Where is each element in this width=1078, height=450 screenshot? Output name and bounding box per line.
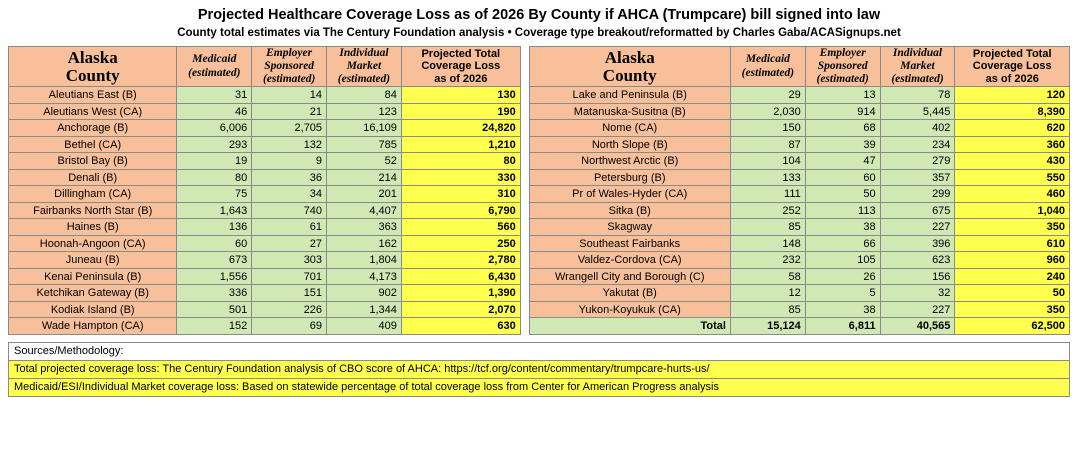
cell-individual: 16,109 <box>327 120 402 137</box>
cell-medicaid: 136 <box>177 219 252 236</box>
cell-individual: 32 <box>880 285 955 302</box>
cell-individual: 363 <box>327 219 402 236</box>
cell-total: 630 <box>401 318 520 335</box>
column-spacer <box>520 153 529 170</box>
cell-total: 460 <box>955 186 1070 203</box>
cell-individual: 357 <box>880 169 955 186</box>
cell-medicaid: 58 <box>730 268 805 285</box>
cell-county: Aleutians East (B) <box>9 87 177 104</box>
table-row <box>9 186 1070 203</box>
cell-esi: 9 <box>252 153 327 170</box>
cell-individual: 162 <box>327 235 402 252</box>
cell-esi: 914 <box>805 103 880 120</box>
cell-total: 430 <box>955 153 1070 170</box>
cell-individual: 52 <box>327 153 402 170</box>
cell-medicaid: 293 <box>177 136 252 153</box>
cell-individual: 201 <box>327 186 402 203</box>
header-total-right-line3: as of 2026 <box>985 72 1039 85</box>
cell-county: Southeast Fairbanks <box>529 235 730 252</box>
header-esi-right-line2: Sponsored <box>817 60 868 72</box>
cell-county: North Slope (B) <box>529 136 730 153</box>
column-spacer <box>520 87 529 104</box>
table-row <box>9 87 1070 104</box>
cell-individual: 5,445 <box>880 103 955 120</box>
cell-individual: 902 <box>327 285 402 302</box>
page-subtitle: County total estimates via The Century Foundation analysis • Coverage type breakout/reformatted by Charles Gaba/ACASignups.net <box>177 26 901 39</box>
cell-county: Wrangell City and Borough (C) <box>529 268 730 285</box>
cell-individual: 234 <box>880 136 955 153</box>
cell-individual: 123 <box>327 103 402 120</box>
cell-esi: 226 <box>252 301 327 318</box>
column-spacer <box>520 318 529 335</box>
column-spacer <box>520 169 529 186</box>
cell-medicaid: 152 <box>177 318 252 335</box>
header-total-left-line2: Coverage Loss <box>421 60 501 73</box>
header-medicaid-right-line2: (estimated) <box>741 66 795 79</box>
header-esi-left-line1: Employer <box>266 46 313 59</box>
table-row <box>9 235 1070 252</box>
header-total-right-line1: Projected Total <box>972 47 1052 60</box>
cell-individual: 40,565 <box>880 318 955 335</box>
cell-total: 550 <box>955 169 1070 186</box>
cell-individual: 214 <box>327 169 402 186</box>
header-county-right-line1: Alaska <box>604 47 655 67</box>
cell-medicaid: 150 <box>730 120 805 137</box>
cell-esi: 5 <box>805 285 880 302</box>
cell-esi: 132 <box>252 136 327 153</box>
table-row <box>9 202 1070 219</box>
cell-esi: 151 <box>252 285 327 302</box>
cell-esi: 34 <box>252 186 327 203</box>
cell-total: 560 <box>401 219 520 236</box>
cell-total: 1,390 <box>401 285 520 302</box>
column-spacer <box>520 103 529 120</box>
coverage-loss-table <box>8 46 1070 335</box>
cell-esi: 38 <box>805 301 880 318</box>
cell-medicaid: 1,643 <box>177 202 252 219</box>
note-row <box>9 342 1070 360</box>
column-spacer <box>520 120 529 137</box>
table-row <box>9 268 1070 285</box>
cell-individual: 227 <box>880 301 955 318</box>
cell-individual: 84 <box>327 87 402 104</box>
cell-medicaid: 31 <box>177 87 252 104</box>
column-spacer <box>520 46 529 87</box>
header-esi-left-line3: (estimated) <box>262 73 316 86</box>
cell-medicaid: 15,124 <box>730 318 805 335</box>
cell-medicaid: 104 <box>730 153 805 170</box>
cell-medicaid: 501 <box>177 301 252 318</box>
cell-esi: 2,705 <box>252 120 327 137</box>
header-total-left <box>401 46 520 87</box>
header-individual-left <box>327 46 402 87</box>
header-esi-right-line3: (estimated) <box>816 73 869 86</box>
table-row <box>9 153 1070 170</box>
cell-county: Bethel (CA) <box>9 136 177 153</box>
column-spacer <box>520 301 529 318</box>
header-county-left <box>9 46 177 87</box>
cell-individual: 396 <box>880 235 955 252</box>
cell-individual: 402 <box>880 120 955 137</box>
cell-county: Kodiak Island (B) <box>9 301 177 318</box>
column-spacer <box>520 252 529 269</box>
column-spacer <box>520 268 529 285</box>
cell-medicaid: 232 <box>730 252 805 269</box>
header-county-right-line2: County <box>602 65 657 85</box>
cell-county: Northwest Arctic (B) <box>529 153 730 170</box>
cell-esi: 47 <box>805 153 880 170</box>
cell-total: 2,070 <box>401 301 520 318</box>
cell-total: 1,210 <box>401 136 520 153</box>
cell-esi: 68 <box>805 120 880 137</box>
cell-total: 6,790 <box>401 202 520 219</box>
header-individual-right-line2: Market <box>900 60 935 72</box>
header-total-right-line2: Coverage Loss <box>972 60 1052 73</box>
note-row <box>9 378 1070 396</box>
cell-county: Matanuska-Susitna (B) <box>529 103 730 120</box>
cell-county: Ketchikan Gateway (B) <box>9 285 177 302</box>
table-header-row <box>9 46 1070 87</box>
cell-county: Wade Hampton (CA) <box>9 318 177 335</box>
table-row <box>9 103 1070 120</box>
header-esi-right <box>805 46 880 87</box>
column-spacer <box>520 285 529 302</box>
cell-county: Pr of Wales-Hyder (CA) <box>529 186 730 203</box>
table-row <box>9 219 1070 236</box>
table-row <box>9 285 1070 302</box>
cell-individual: 785 <box>327 136 402 153</box>
table-row <box>9 318 1070 335</box>
cell-medicaid: 6,006 <box>177 120 252 137</box>
header-total-left-line3: as of 2026 <box>434 72 488 85</box>
cell-medicaid: 336 <box>177 285 252 302</box>
cell-esi: 66 <box>805 235 880 252</box>
cell-esi: 50 <box>805 186 880 203</box>
header-individual-left-line2: Market <box>346 60 382 72</box>
column-spacer <box>520 219 529 236</box>
cell-medicaid: 19 <box>177 153 252 170</box>
notes-table <box>8 342 1070 397</box>
cell-esi: 60 <box>805 169 880 186</box>
header-esi-left <box>252 46 327 87</box>
cell-individual: 78 <box>880 87 955 104</box>
cell-medicaid: 85 <box>730 219 805 236</box>
cell-total: 350 <box>955 301 1070 318</box>
header-individual-left-line1: Individual <box>339 46 389 59</box>
header-esi-right-line1: Employer <box>819 46 866 59</box>
column-spacer <box>520 235 529 252</box>
cell-individual: 1,344 <box>327 301 402 318</box>
header-county-left-line2: County <box>65 65 120 85</box>
cell-individual: 156 <box>880 268 955 285</box>
cell-county: Skagway <box>529 219 730 236</box>
cell-county: Kenai Peninsula (B) <box>9 268 177 285</box>
cell-esi: 21 <box>252 103 327 120</box>
page-title: Projected Healthcare Coverage Loss as of 2026 By County if AHCA (Trumpcare) bill signed into law <box>197 7 881 23</box>
header-individual-right <box>880 46 955 87</box>
cell-county: Lake and Peninsula (B) <box>529 87 730 104</box>
cell-county: Dillingham (CA) <box>9 186 177 203</box>
cell-medicaid: 46 <box>177 103 252 120</box>
header-individual-left-line3: (estimated) <box>337 73 391 86</box>
cell-esi: 303 <box>252 252 327 269</box>
cell-esi: 27 <box>252 235 327 252</box>
note-text: Sources/Methodology: <box>9 342 1070 360</box>
cell-county: Sitka (B) <box>529 202 730 219</box>
table-row <box>9 169 1070 186</box>
cell-total: 62,500 <box>955 318 1070 335</box>
cell-total: 250 <box>401 235 520 252</box>
note-text: Total projected coverage loss: The Century Foundation analysis of CBO score of AHCA: https://tcf.org/content/commentary/trumpcare-hurts-us/ <box>9 360 1070 378</box>
cell-individual: 4,173 <box>327 268 402 285</box>
cell-esi: 26 <box>805 268 880 285</box>
cell-county: Hoonah-Angoon (CA) <box>9 235 177 252</box>
cell-total: 50 <box>955 285 1070 302</box>
cell-county: Petersburg (B) <box>529 169 730 186</box>
cell-esi: 36 <box>252 169 327 186</box>
cell-medicaid: 80 <box>177 169 252 186</box>
cell-medicaid: 252 <box>730 202 805 219</box>
cell-total: 80 <box>401 153 520 170</box>
header-individual-right-line1: Individual <box>892 46 943 59</box>
cell-total: 120 <box>955 87 1070 104</box>
cell-esi: 14 <box>252 87 327 104</box>
table-body <box>9 87 1070 335</box>
cell-medicaid: 29 <box>730 87 805 104</box>
cell-esi: 113 <box>805 202 880 219</box>
cell-county: Fairbanks North Star (B) <box>9 202 177 219</box>
table-row <box>9 120 1070 137</box>
header-medicaid-right <box>730 46 805 87</box>
cell-county: Valdez-Cordova (CA) <box>529 252 730 269</box>
table-row <box>9 252 1070 269</box>
cell-individual: 299 <box>880 186 955 203</box>
cell-esi: 39 <box>805 136 880 153</box>
cell-medicaid: 60 <box>177 235 252 252</box>
cell-county: Anchorage (B) <box>9 120 177 137</box>
header-total-right <box>955 46 1070 87</box>
cell-county: Haines (B) <box>9 219 177 236</box>
cell-total: 1,040 <box>955 202 1070 219</box>
cell-individual: 409 <box>327 318 402 335</box>
cell-esi: 69 <box>252 318 327 335</box>
column-spacer <box>520 136 529 153</box>
cell-individual: 279 <box>880 153 955 170</box>
cell-medicaid: 75 <box>177 186 252 203</box>
header-esi-left-line2: Sponsored <box>264 60 315 72</box>
cell-total: 6,430 <box>401 268 520 285</box>
table-row <box>9 301 1070 318</box>
cell-county: Nome (CA) <box>529 120 730 137</box>
header-individual-right-line3: (estimated) <box>891 73 944 86</box>
header-medicaid-right-line1: Medicaid <box>745 53 790 66</box>
cell-county: Aleutians West (CA) <box>9 103 177 120</box>
cell-esi: 740 <box>252 202 327 219</box>
cell-medicaid: 673 <box>177 252 252 269</box>
note-row <box>9 360 1070 378</box>
cell-total: 190 <box>401 103 520 120</box>
cell-individual: 623 <box>880 252 955 269</box>
cell-individual: 227 <box>880 219 955 236</box>
cell-total-label: Total <box>529 318 730 335</box>
cell-total: 350 <box>955 219 1070 236</box>
header-total-left-line1: Projected Total <box>421 47 501 60</box>
cell-total: 330 <box>401 169 520 186</box>
cell-total: 310 <box>401 186 520 203</box>
cell-esi: 6,811 <box>805 318 880 335</box>
cell-total: 240 <box>955 268 1070 285</box>
cell-esi: 105 <box>805 252 880 269</box>
cell-individual: 675 <box>880 202 955 219</box>
header-medicaid-left-line1: Medicaid <box>192 53 237 66</box>
table-row <box>9 136 1070 153</box>
cell-medicaid: 133 <box>730 169 805 186</box>
cell-total: 360 <box>955 136 1070 153</box>
cell-medicaid: 1,556 <box>177 268 252 285</box>
cell-total: 8,390 <box>955 103 1070 120</box>
cell-total: 610 <box>955 235 1070 252</box>
cell-medicaid: 12 <box>730 285 805 302</box>
cell-total: 620 <box>955 120 1070 137</box>
cell-county: Yukon-Koyukuk (CA) <box>529 301 730 318</box>
header-county-right <box>529 46 730 87</box>
header-medicaid-left <box>177 46 252 87</box>
cell-medicaid: 85 <box>730 301 805 318</box>
cell-total: 2,780 <box>401 252 520 269</box>
note-text: Medicaid/ESI/Individual Market coverage loss: Based on statewide percentage of total coverage loss from Center for American Progress analysis <box>9 378 1070 396</box>
cell-county: Juneau (B) <box>9 252 177 269</box>
cell-county: Yakutat (B) <box>529 285 730 302</box>
cell-individual: 4,407 <box>327 202 402 219</box>
cell-medicaid: 148 <box>730 235 805 252</box>
title-block <box>8 6 1070 41</box>
cell-esi: 38 <box>805 219 880 236</box>
cell-individual: 1,804 <box>327 252 402 269</box>
cell-esi: 701 <box>252 268 327 285</box>
cell-county: Bristol Bay (B) <box>9 153 177 170</box>
cell-esi: 13 <box>805 87 880 104</box>
cell-esi: 61 <box>252 219 327 236</box>
column-spacer <box>520 186 529 203</box>
cell-medicaid: 2,030 <box>730 103 805 120</box>
cell-county: Denali (B) <box>9 169 177 186</box>
cell-total: 960 <box>955 252 1070 269</box>
header-medicaid-left-line2: (estimated) <box>188 66 241 79</box>
cell-medicaid: 87 <box>730 136 805 153</box>
cell-total: 24,820 <box>401 120 520 137</box>
header-county-left-line1: Alaska <box>67 47 118 67</box>
cell-medicaid: 111 <box>730 186 805 203</box>
cell-total: 130 <box>401 87 520 104</box>
column-spacer <box>520 202 529 219</box>
